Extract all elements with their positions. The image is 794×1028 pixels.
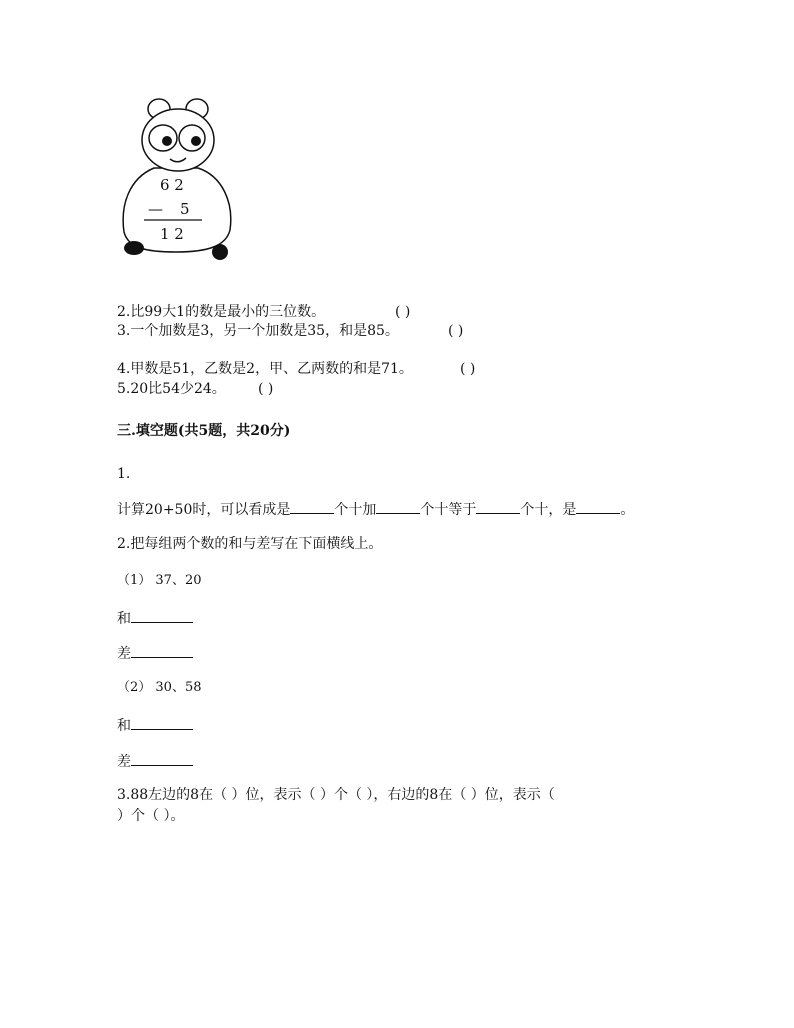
panda-right-pupil [191, 136, 201, 146]
judgement-item-3-bracket: ( ) [448, 323, 464, 339]
q1-part: 个十等于 [420, 502, 477, 518]
q1-blank-1[interactable] [290, 499, 334, 514]
diff-answer-line[interactable] [131, 751, 193, 766]
judgement-item-text: 4.甲数是51，乙数是2，甲、乙两数的和是71。 [117, 361, 413, 377]
sum-answer-line[interactable] [131, 608, 193, 623]
q1-part: 。 [620, 502, 635, 518]
judgement-item-4-bracket: ( ) [460, 361, 476, 377]
sum-answer-line[interactable] [131, 715, 193, 730]
panda-right-foot [212, 244, 228, 260]
judgement-item-3 [117, 322, 399, 340]
judgement-item-text: 5.20比54少24。 [117, 381, 226, 397]
q3-line-1: 3.88左边的8在（ ）位，表示（ ）个（ ），右边的8在（ ）位，表示（ [117, 787, 555, 803]
q1-part: 个十，是 [520, 502, 577, 518]
q1-sentence [117, 499, 634, 519]
panda-left-foot [124, 241, 144, 255]
q1-blank-2[interactable] [376, 499, 420, 514]
q2-group-2-diff [117, 751, 193, 771]
q2-group-1-diff [117, 643, 193, 663]
q1-number: 1. [117, 466, 131, 482]
q1-blank-3[interactable] [476, 499, 520, 514]
q1-part: 计算20+50时，可以看成是 [117, 502, 291, 518]
q2-group-1-sum [117, 608, 193, 628]
diff-answer-line[interactable] [131, 643, 193, 658]
judgement-item-2 [117, 303, 325, 321]
q3-line-2: ）个（ ）。 [117, 808, 185, 824]
judgement-item-text: 3.一个加数是3，另一个加数是35，和是85。 [117, 323, 399, 339]
diff-label: 差 [117, 646, 131, 662]
diff-label: 差 [117, 754, 131, 770]
judgement-item-5-bracket: ( ) [258, 381, 274, 397]
q1-part: 个十加 [334, 502, 377, 518]
subtraction-minuend: 6 2 [160, 176, 184, 194]
subtraction-operator: — [148, 200, 163, 218]
q2-intro: 2.把每组两个数的和与差写在下面横线上。 [117, 536, 383, 552]
judgement-item-text: 2.比99大1的数是最小的三位数。 [117, 304, 326, 320]
q2-group-2: （2） 30、58 [117, 680, 202, 695]
sum-label: 和 [117, 611, 131, 627]
section-heading: 三.填空题(共5题，共20分) [117, 423, 291, 439]
q1-blank-4[interactable] [576, 499, 620, 514]
q2-group-1: （1） 37、20 [117, 573, 202, 588]
subtraction-subtrahend: 5 [180, 200, 190, 218]
judgement-item-4 [117, 360, 413, 378]
panda-left-pupil [162, 136, 172, 146]
judgement-item-2-bracket: ( ) [395, 304, 411, 320]
q2-group-2-sum [117, 715, 193, 735]
sum-label: 和 [117, 718, 131, 734]
judgement-item-5 [117, 380, 226, 398]
panda-illustration [112, 92, 242, 267]
subtraction-result: 1 2 [160, 225, 184, 243]
